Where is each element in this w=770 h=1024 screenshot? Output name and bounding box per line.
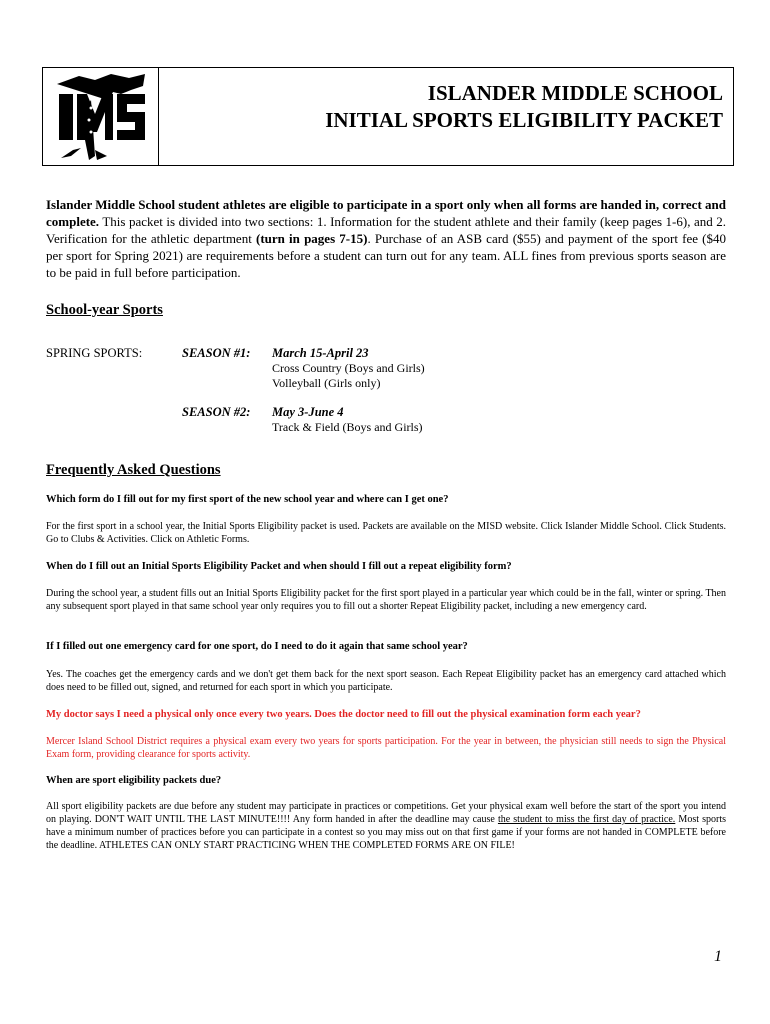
season-1-dates: March 15-April 23 [272, 346, 369, 360]
logo [43, 68, 159, 165]
faq-answer-5-part-1: All sport eligibility packets are due before any student may participate in practices or competitions. Get your physical exam well before the start of the sport you intend on playing. DON'T WAIT UNTIL THE LAST MINUTE!!!! Any form handed in after the deadline may cause [46, 801, 726, 825]
title-line-1: ISLANDER MIDDLE SCHOOL [427, 81, 723, 105]
faq-answer-5-part-2: Most sports have a minimum number of practices before you can participate in a contest so you may miss out on that first game if your forms are not handed in COMPLETE before the deadline. ATHLETES CAN ONLY START PRACTICING WHEN THE COMPLETED FORMS ARE ON FILE! [46, 814, 726, 851]
intro-bold-lead: Islander Middle School student athletes are eligible to participate in a sport only when all forms are handed in, correct and complete. [46, 197, 726, 229]
header-box [42, 67, 734, 166]
faq-question-3: If I filled out one emergency card for one sport, do I need to do it again that same school year? [46, 641, 468, 652]
title-line-2: INITIAL SPORTS ELIGIBILITY PACKET [325, 108, 723, 132]
season-1-sport-2: Volleyball (Girls only) [272, 376, 381, 390]
faq-question-2: When do I fill out an Initial Sports Eligibility Packet and when should I fill out a repeat eligibility form? [46, 561, 512, 572]
sports-heading: School-year Sports [46, 302, 163, 318]
season-2-label: SEASON #2: [182, 405, 251, 419]
ims-alligator-logo-icon [51, 70, 151, 162]
faq-answer-5-underline: the student to miss the first day of practice. [497, 814, 676, 825]
intro-text-1: This packet is divided into two sections: 1. Information for the student athlete and their family (keep pages 1-6), and 2. Verification for the athletic department [46, 214, 726, 246]
season-1-sport-1: Cross Country (Boys and Girls) [272, 361, 425, 375]
faq-answer-2: During the school year, a student fills out an Initial Sports Eligibility packet for the first sport played in a particular year which could be in the fall, winter or spring. Then any subsequent sport played in that same school year only requires you to fill out a shorter Repeat Eligibility packet, including a new emergency card. [46, 588, 726, 612]
faq-heading: Frequently Asked Questions [46, 462, 221, 478]
season-2-sport-1: Track & Field (Boys and Girls) [272, 420, 423, 434]
spring-sports-label: SPRING SPORTS: [46, 346, 143, 360]
intro-text-2: . Purchase of an ASB card ($55) and payment of the sport fee ($40 per sport for Spring 2021) are requirements before a student can turn out for any team. ALL fines from previous sports season are to be paid in full before participation. [46, 231, 727, 280]
faq-answer-1: For the first sport in a school year, the Initial Sports Eligibility packet is used. Packets are available on the MISD website. Click Islander Middle School. Click Students. Go to Clubs & Activities. Click on Athletic Forms. [46, 521, 726, 545]
season-2-dates: May 3-June 4 [272, 405, 344, 419]
faq-question-1: Which form do I fill out for my first sport of the new school year and where can I get one? [46, 494, 449, 505]
intro-bold-mid: (turn in pages 7-15) [256, 231, 368, 246]
faq-answer-4: Mercer Island School District requires a physical exam every two years for sports participation. For the year in between, the physician still needs to sign the Physical Exam form, providing clearance for sports activity. [46, 736, 726, 760]
page-title [325, 80, 723, 134]
faq-answer-3: Yes. The coaches get the emergency cards and we don't get them back for the next sport season. Each Repeat Eligibility packet has an emergency card attached which does need to be filled out, signed, and returned for each sport in which you participate. [46, 669, 726, 693]
faq-question-4: My doctor says I need a physical only once every two years. Does the doctor need to fill out the physical examination form each year? [46, 709, 641, 720]
intro-paragraph [46, 196, 726, 281]
faq-question-5: When are sport eligibility packets due? [46, 775, 222, 786]
season-1-label: SEASON #1: [182, 346, 251, 360]
page-number: 1 [714, 948, 722, 965]
faq-answer-5 [46, 800, 726, 852]
